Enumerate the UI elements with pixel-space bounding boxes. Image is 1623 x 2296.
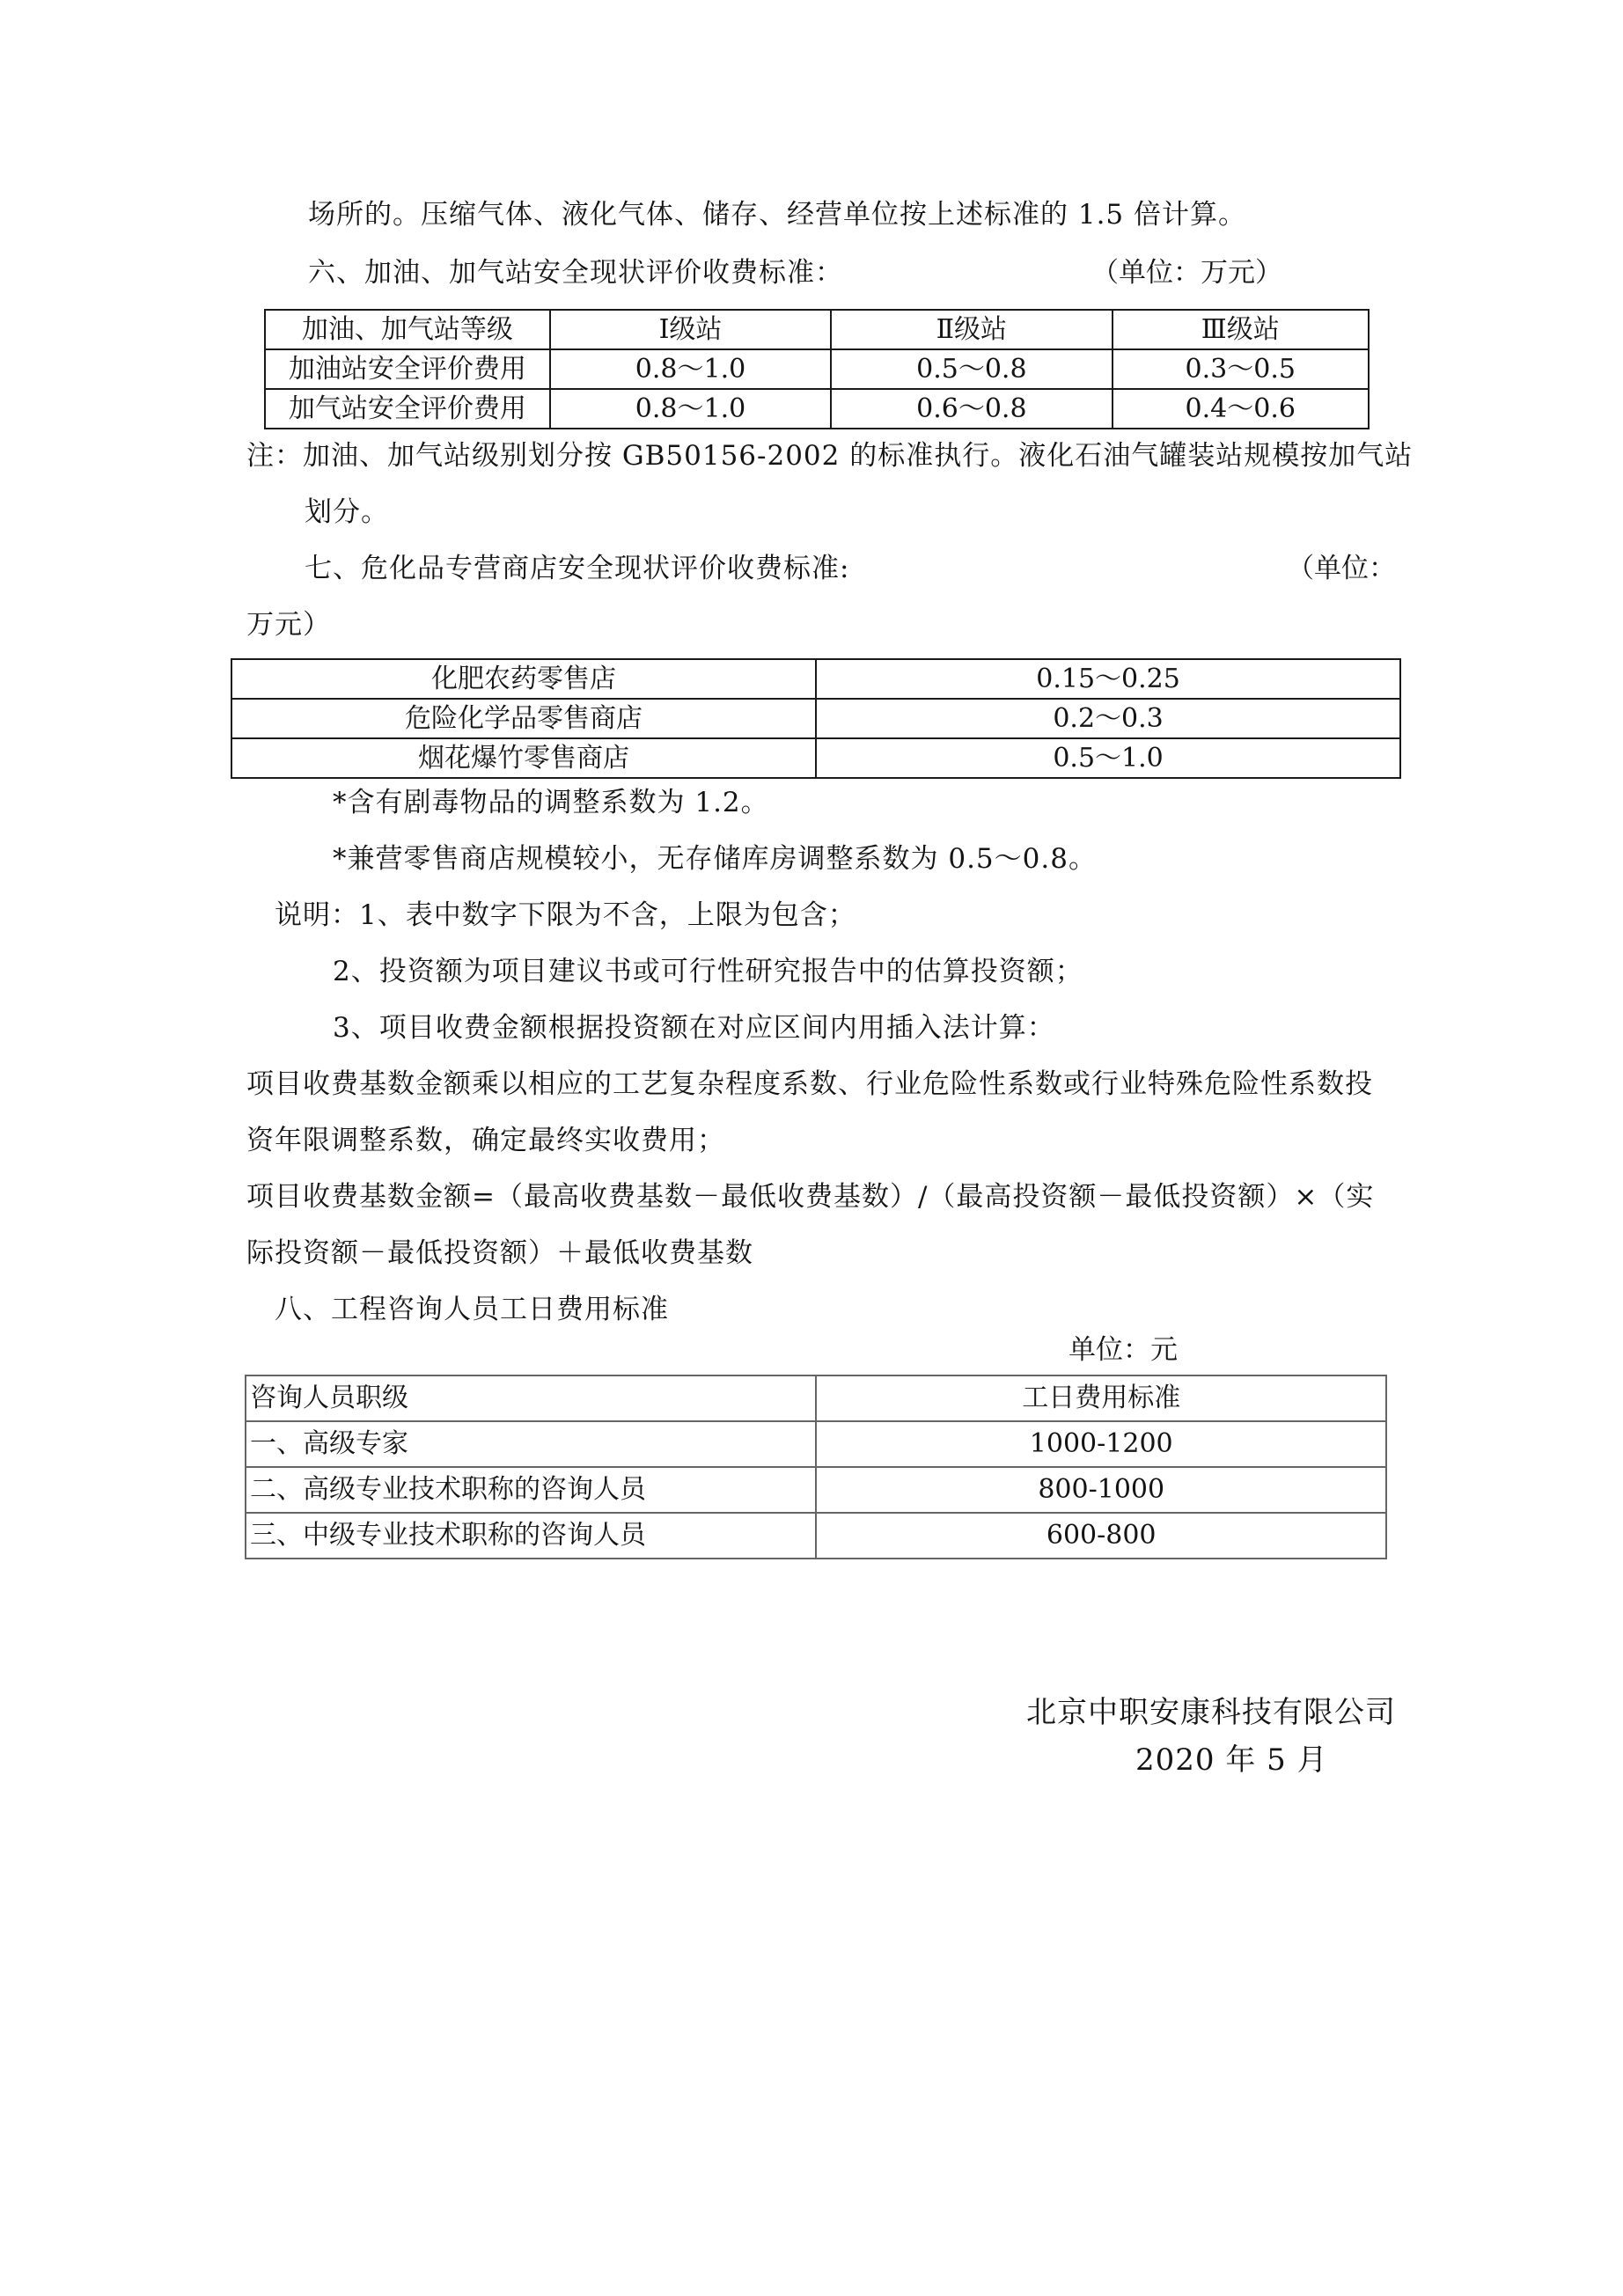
table-header-cell: 工日费用标准 bbox=[816, 1375, 1386, 1421]
table-cell: 二、高级专业技术职称的咨询人员 bbox=[246, 1467, 816, 1513]
table-row bbox=[246, 1467, 1386, 1513]
table-cell: 0.5～0.8 bbox=[831, 349, 1112, 389]
section6-note-line2: 划分。 bbox=[305, 496, 389, 528]
section6-title: 六、加油、加气站安全现状评价收费标准： bbox=[308, 257, 843, 289]
table-cell: 危险化学品零售商店 bbox=[231, 699, 816, 738]
table-header-cell: Ⅱ级站 bbox=[831, 310, 1112, 349]
table-cell: 0.4～0.6 bbox=[1113, 389, 1369, 429]
section7-title: 七、危化品专营商店安全现状评价收费标准: bbox=[305, 553, 850, 584]
table-header-cell: 咨询人员职级 bbox=[246, 1375, 816, 1421]
table-row bbox=[246, 1421, 1386, 1467]
table-row bbox=[265, 349, 1369, 389]
explanation-item1: 说明：1、表中数字下限为不含，上限为包含； bbox=[275, 899, 856, 931]
table-cell: 0.6～0.8 bbox=[831, 389, 1112, 429]
table-cell: 一、高级专家 bbox=[246, 1421, 816, 1467]
table-cell: 烟花爆竹零售商店 bbox=[231, 738, 816, 778]
explanation-para2-line1: 项目收费基数金额=（最高收费基数－最低收费基数）/（最高投资额－最低投资额）×（实 bbox=[246, 1181, 1375, 1213]
hazmat-store-fee-table bbox=[231, 658, 1401, 779]
section7-unit-part2: 万元） bbox=[246, 609, 331, 641]
table-header-cell: Ⅲ级站 bbox=[1113, 310, 1369, 349]
table-cell: 0.3～0.5 bbox=[1113, 349, 1369, 389]
table-cell: 800-1000 bbox=[816, 1467, 1386, 1513]
explanation-item3: 3、项目收费金额根据投资额在对应区间内用插入法计算： bbox=[333, 1012, 1055, 1044]
table-header-row bbox=[265, 310, 1369, 349]
table-header-cell: 加油、加气站等级 bbox=[265, 310, 550, 349]
table-row bbox=[231, 659, 1400, 699]
intro-line: 场所的。压缩气体、液化气体、储存、经营单位按上述标准的 1.5 倍计算。 bbox=[308, 199, 1247, 231]
explanation-para1-line1: 项目收费基数金额乘以相应的工艺复杂程度系数、行业危险性系数或行业特殊危险性系数投 bbox=[246, 1068, 1373, 1100]
table-cell: 1000-1200 bbox=[816, 1421, 1386, 1467]
section8-title: 八、工程咨询人员工日费用标准 bbox=[275, 1294, 669, 1325]
table-cell: 0.8～1.0 bbox=[550, 389, 831, 429]
explanation-para2-line2: 际投资额－最低投资额）＋最低收费基数 bbox=[246, 1237, 753, 1269]
table-row bbox=[246, 1513, 1386, 1559]
table-cell: 三、中级专业技术职称的咨询人员 bbox=[246, 1513, 816, 1559]
table-cell: 0.5～1.0 bbox=[816, 738, 1400, 778]
table-cell: 化肥农药零售店 bbox=[231, 659, 816, 699]
section7-note-1: *含有剧毒物品的调整系数为 1.2。 bbox=[333, 787, 769, 818]
table-row bbox=[265, 389, 1369, 429]
explanation-item2: 2、投资额为项目建议书或可行性研究报告中的估算投资额； bbox=[333, 956, 1083, 987]
table-cell: 0.15～0.25 bbox=[816, 659, 1400, 699]
table-header-row bbox=[246, 1375, 1386, 1421]
section7-unit-part1: （单位： bbox=[1287, 553, 1396, 584]
section6-unit: （单位：万元） bbox=[1091, 257, 1282, 289]
section6-note-line1: 注：加油、加气站级别划分按 GB50156-2002 的标准执行。液化石油气罐装站规模按加气站 bbox=[246, 440, 1414, 472]
table-cell: 0.2～0.3 bbox=[816, 699, 1400, 738]
table-header-cell: Ⅰ级站 bbox=[550, 310, 831, 349]
explanation-para1-line2: 资年限调整系数，确定最终实收费用； bbox=[246, 1125, 725, 1156]
consultant-daily-fee-table bbox=[245, 1375, 1387, 1559]
gas-station-fee-table bbox=[264, 309, 1370, 429]
table-row bbox=[231, 738, 1400, 778]
table-cell: 加气站安全评价费用 bbox=[265, 389, 550, 429]
signature-date: 2020 年 5 月 bbox=[1135, 1742, 1328, 1778]
section8-unit: 单位：元 bbox=[1069, 1334, 1178, 1366]
table-cell: 600-800 bbox=[816, 1513, 1386, 1559]
section7-note-2: *兼营零售商店规模较小，无存储库房调整系数为 0.5～0.8。 bbox=[333, 843, 1097, 875]
table-row bbox=[231, 699, 1400, 738]
table-cell: 0.8～1.0 bbox=[550, 349, 831, 389]
table-cell: 加油站安全评价费用 bbox=[265, 349, 550, 389]
company-name: 北京中职安康科技有限公司 bbox=[1026, 1695, 1396, 1730]
